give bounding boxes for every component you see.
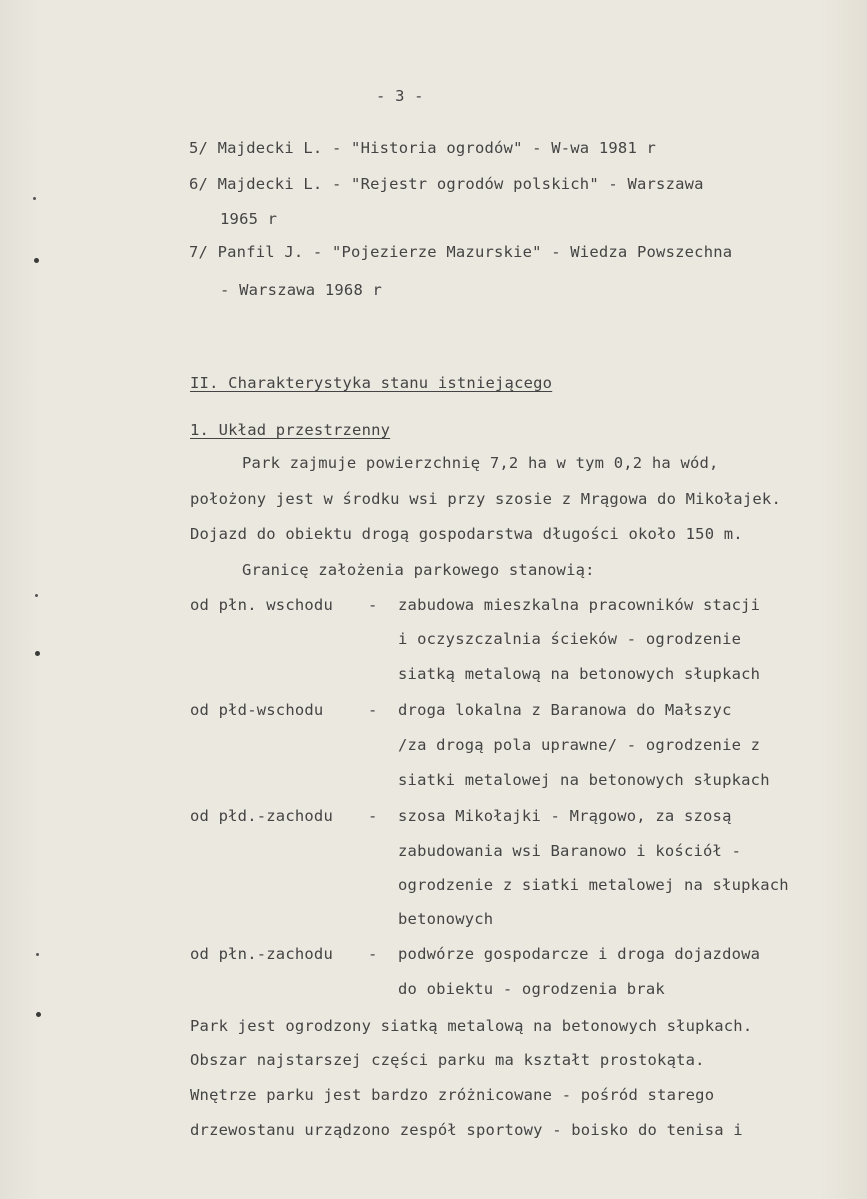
border-description: /za drogą pola uprawne/ - ogrodzenie z [398, 736, 761, 754]
reference-line: 5/ Majdecki L. - "Historia ogrodów" - W-wa 1981 r [189, 139, 657, 157]
border-description: ogrodzenie z siatki metalowej na słupkach [398, 876, 789, 894]
intro-line: Granicę założenia parkowego stanowią: [242, 561, 595, 579]
punch-hole [35, 651, 40, 656]
border-description: szosa Mikołajki - Mrągowo, za szosą [398, 807, 732, 825]
subsection-heading: 1. Układ przestrzenny [190, 421, 391, 439]
reference-line: 1965 r [220, 210, 278, 228]
border-dash: - [368, 945, 378, 963]
closing-line: Obszar najstarszej części parku ma kształt prostokąta. [190, 1051, 705, 1069]
border-description: zabudowania wsi Baranowo i kościół - [398, 842, 742, 860]
border-dash: - [368, 701, 378, 719]
border-direction: od płn. wschodu [190, 596, 333, 614]
section-heading: II. Charakterystyka stanu istniejącego [190, 374, 553, 392]
reference-line: - Warszawa 1968 r [220, 281, 383, 299]
intro-line: Dojazd do obiektu drogą gospodarstwa długości około 150 m. [190, 525, 743, 543]
page-number: - 3 - [376, 87, 424, 105]
border-description: siatki metalowej na betonowych słupkach [398, 771, 770, 789]
border-dash: - [368, 596, 378, 614]
reference-line: 7/ Panfil J. - "Pojezierze Mazurskie" - Wiedza Powszechna [189, 243, 733, 261]
punch-hole [34, 258, 39, 263]
border-description: droga lokalna z Baranowa do Małszyc [398, 701, 732, 719]
border-direction: od płd.-zachodu [190, 807, 333, 825]
border-description: siatką metalową na betonowych słupkach [398, 665, 761, 683]
reference-line: 6/ Majdecki L. - "Rejestr ogrodów polskich" - Warszawa [189, 175, 704, 193]
margin-mark [36, 953, 39, 956]
intro-line: Park zajmuje powierzchnię 7,2 ha w tym 0,2 ha wód, [242, 454, 719, 472]
border-dash: - [368, 807, 378, 825]
border-description: zabudowa mieszkalna pracowników stacji [398, 596, 761, 614]
border-description: do obiektu - ogrodzenia brak [398, 980, 665, 998]
closing-line: Park jest ogrodzony siatką metalową na betonowych słupkach. [190, 1017, 753, 1035]
border-direction: od płn.-zachodu [190, 945, 333, 963]
border-description: podwórze gospodarcze i droga dojazdowa [398, 945, 761, 963]
border-direction: od płd-wschodu [190, 701, 324, 719]
border-description: i oczyszczalnia ścieków - ogrodzenie [398, 630, 742, 648]
border-description: betonowych [398, 910, 494, 928]
closing-line: Wnętrze parku jest bardzo zróżnicowane - pośród starego [190, 1086, 715, 1104]
margin-mark [35, 594, 38, 597]
closing-line: drzewostanu urządzono zespół sportowy - boisko do tenisa i [190, 1121, 743, 1139]
punch-hole [36, 1012, 41, 1017]
margin-mark [33, 197, 36, 200]
intro-line: położony jest w środku wsi przy szosie z Mrągowa do Mikołajek. [190, 490, 781, 508]
